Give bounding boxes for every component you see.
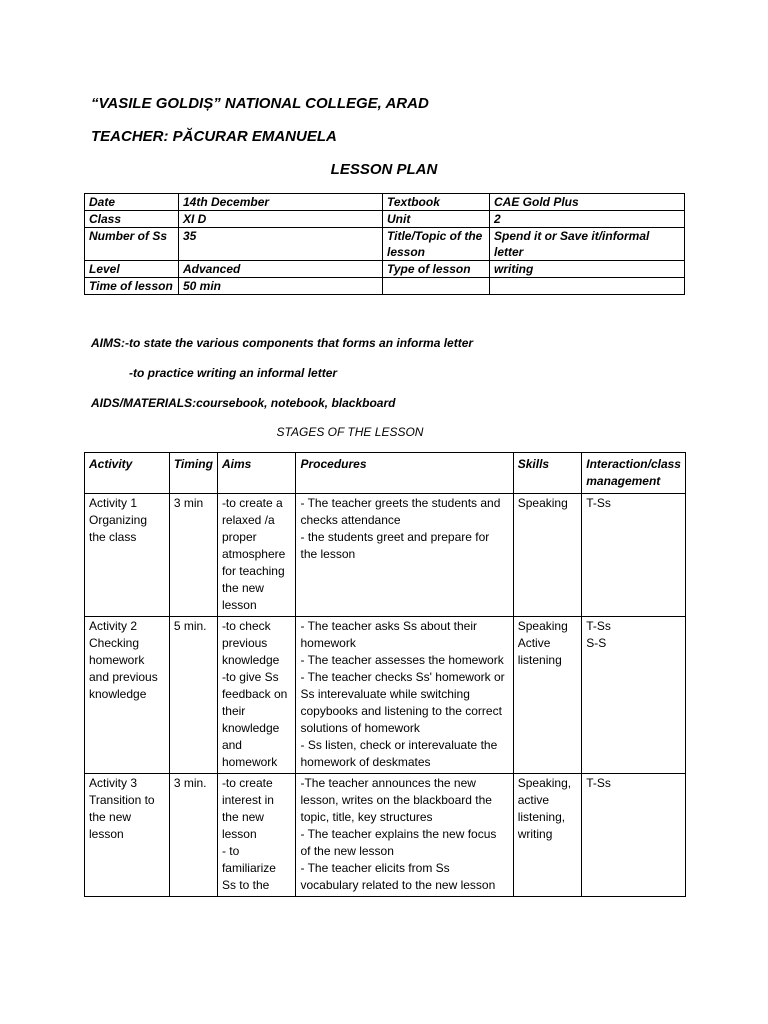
procedures-cell-line: - the students greet and prepare for the lesson xyxy=(300,530,490,561)
info-row xyxy=(85,211,685,228)
activity-cell: Activity 1 Organizing the class xyxy=(85,494,170,617)
info-value: writing xyxy=(490,261,685,278)
info-row xyxy=(85,228,685,261)
college-name: “VASILE GOLDIȘ” NATIONAL COLLEGE, ARAD xyxy=(91,95,429,112)
activity-cell: Activity 3 Transition to the new lesson xyxy=(85,774,170,897)
aims-cell-line: -to check previous knowledge xyxy=(221,619,280,667)
skills-cell xyxy=(513,617,582,774)
aims-cell-line: -to give Ss feedback on their knowledge and homework xyxy=(221,670,288,769)
info-row xyxy=(85,261,685,278)
aims-cell xyxy=(217,494,296,617)
procedures-cell-line: - Ss listen, check or interevaluate the homework of deskmates xyxy=(300,738,498,769)
stages-title: STAGES OF THE LESSON xyxy=(276,425,424,439)
skills-cell-line: Speaking, active listening, writing xyxy=(517,776,572,841)
timing-cell: 3 min. xyxy=(169,774,217,897)
procedures-cell-line: - The teacher elicits from Ss vocabulary related to the new lesson xyxy=(300,861,496,892)
header-procedures: Procedures xyxy=(296,453,513,494)
timing-cell: 3 min xyxy=(169,494,217,617)
procedures-cell xyxy=(296,774,513,897)
info-value: 50 min xyxy=(179,278,383,295)
info-label: Date xyxy=(85,194,179,211)
skills-cell-line: Active listening xyxy=(517,636,562,667)
header-aims: Aims xyxy=(217,453,296,494)
info-value: 14th December xyxy=(179,194,383,211)
page-title: LESSON PLAN xyxy=(330,161,438,178)
info-label: Class xyxy=(85,211,179,228)
info-label: Textbook xyxy=(383,194,490,211)
info-value: XI D xyxy=(179,211,383,228)
aims-cell-line: -to create interest in the new lesson xyxy=(221,776,274,841)
aims-cell xyxy=(217,774,296,897)
timing-cell: 5 min. xyxy=(169,617,217,774)
procedures-cell-line: -The teacher announces the new lesson, writes on the blackboard the topic, title, key structures xyxy=(300,776,492,824)
procedures-cell-line: - The teacher checks Ss' homework or Ss interevaluate while switching copybooks and listening to the correct solutions of homework xyxy=(300,670,505,735)
info-label: Title/Topic of the lesson xyxy=(383,228,490,261)
info-label xyxy=(383,278,490,295)
interaction-cell-line: S-S xyxy=(586,636,607,650)
aims-line-1: AIMS:-to state the various components that forms an informa letter xyxy=(91,336,474,350)
info-value: Spend it or Save it/informal letter xyxy=(490,228,685,261)
info-value xyxy=(490,278,685,295)
materials-line: AIDS/MATERIALS:coursebook, notebook, blackboard xyxy=(91,396,396,410)
activity-row xyxy=(85,617,686,774)
info-value: 35 xyxy=(179,228,383,261)
info-value: CAE Gold Plus xyxy=(490,194,685,211)
procedures-cell-line: - The teacher explains the new focus of the new lesson xyxy=(300,827,497,858)
header-skills: Skills xyxy=(513,453,582,494)
info-label: Type of lesson xyxy=(383,261,490,278)
header-activity: Activity xyxy=(85,453,170,494)
procedures-cell-line: - The teacher greets the students and checks attendance xyxy=(300,496,501,527)
lesson-info-table xyxy=(84,193,685,295)
skills-cell xyxy=(513,494,582,617)
aims-cell-line: -to create a relaxed /a proper atmosphere for teaching the new lesson xyxy=(221,496,286,612)
info-value: Advanced xyxy=(179,261,383,278)
procedures-cell-line: - The teacher assesses the homework xyxy=(300,653,504,667)
interaction-cell xyxy=(582,774,686,897)
interaction-cell-line: T-Ss xyxy=(586,496,611,510)
interaction-cell-line: T-Ss xyxy=(586,619,611,633)
info-value: 2 xyxy=(490,211,685,228)
info-row xyxy=(85,194,685,211)
info-label: Level xyxy=(85,261,179,278)
teacher-name: TEACHER: PĂCURAR EMANUELA xyxy=(91,128,337,145)
procedures-cell xyxy=(296,617,513,774)
skills-cell-line: Speaking xyxy=(517,496,568,510)
activity-row xyxy=(85,774,686,897)
interaction-cell-line: T-Ss xyxy=(586,776,611,790)
activity-cell: Activity 2 Checking homework and previous knowledge xyxy=(85,617,170,774)
info-label: Number of Ss xyxy=(85,228,179,261)
header-interaction: Interaction/class management xyxy=(582,453,686,494)
activity-row xyxy=(85,494,686,617)
interaction-cell xyxy=(582,617,686,774)
info-label: Unit xyxy=(383,211,490,228)
procedures-cell xyxy=(296,494,513,617)
aims-cell-line: - to familiarize Ss to the xyxy=(221,844,276,892)
header-timing: Timing xyxy=(169,453,217,494)
info-label: Time of lesson xyxy=(85,278,179,295)
aims-line-2: -to practice writing an informal letter xyxy=(129,366,338,380)
aims-cell xyxy=(217,617,296,774)
skills-cell-line: Speaking xyxy=(517,619,568,633)
procedures-cell-line: - The teacher asks Ss about their homework xyxy=(300,619,478,650)
interaction-cell xyxy=(582,494,686,617)
activity-table xyxy=(84,452,686,897)
skills-cell xyxy=(513,774,582,897)
info-row xyxy=(85,278,685,295)
